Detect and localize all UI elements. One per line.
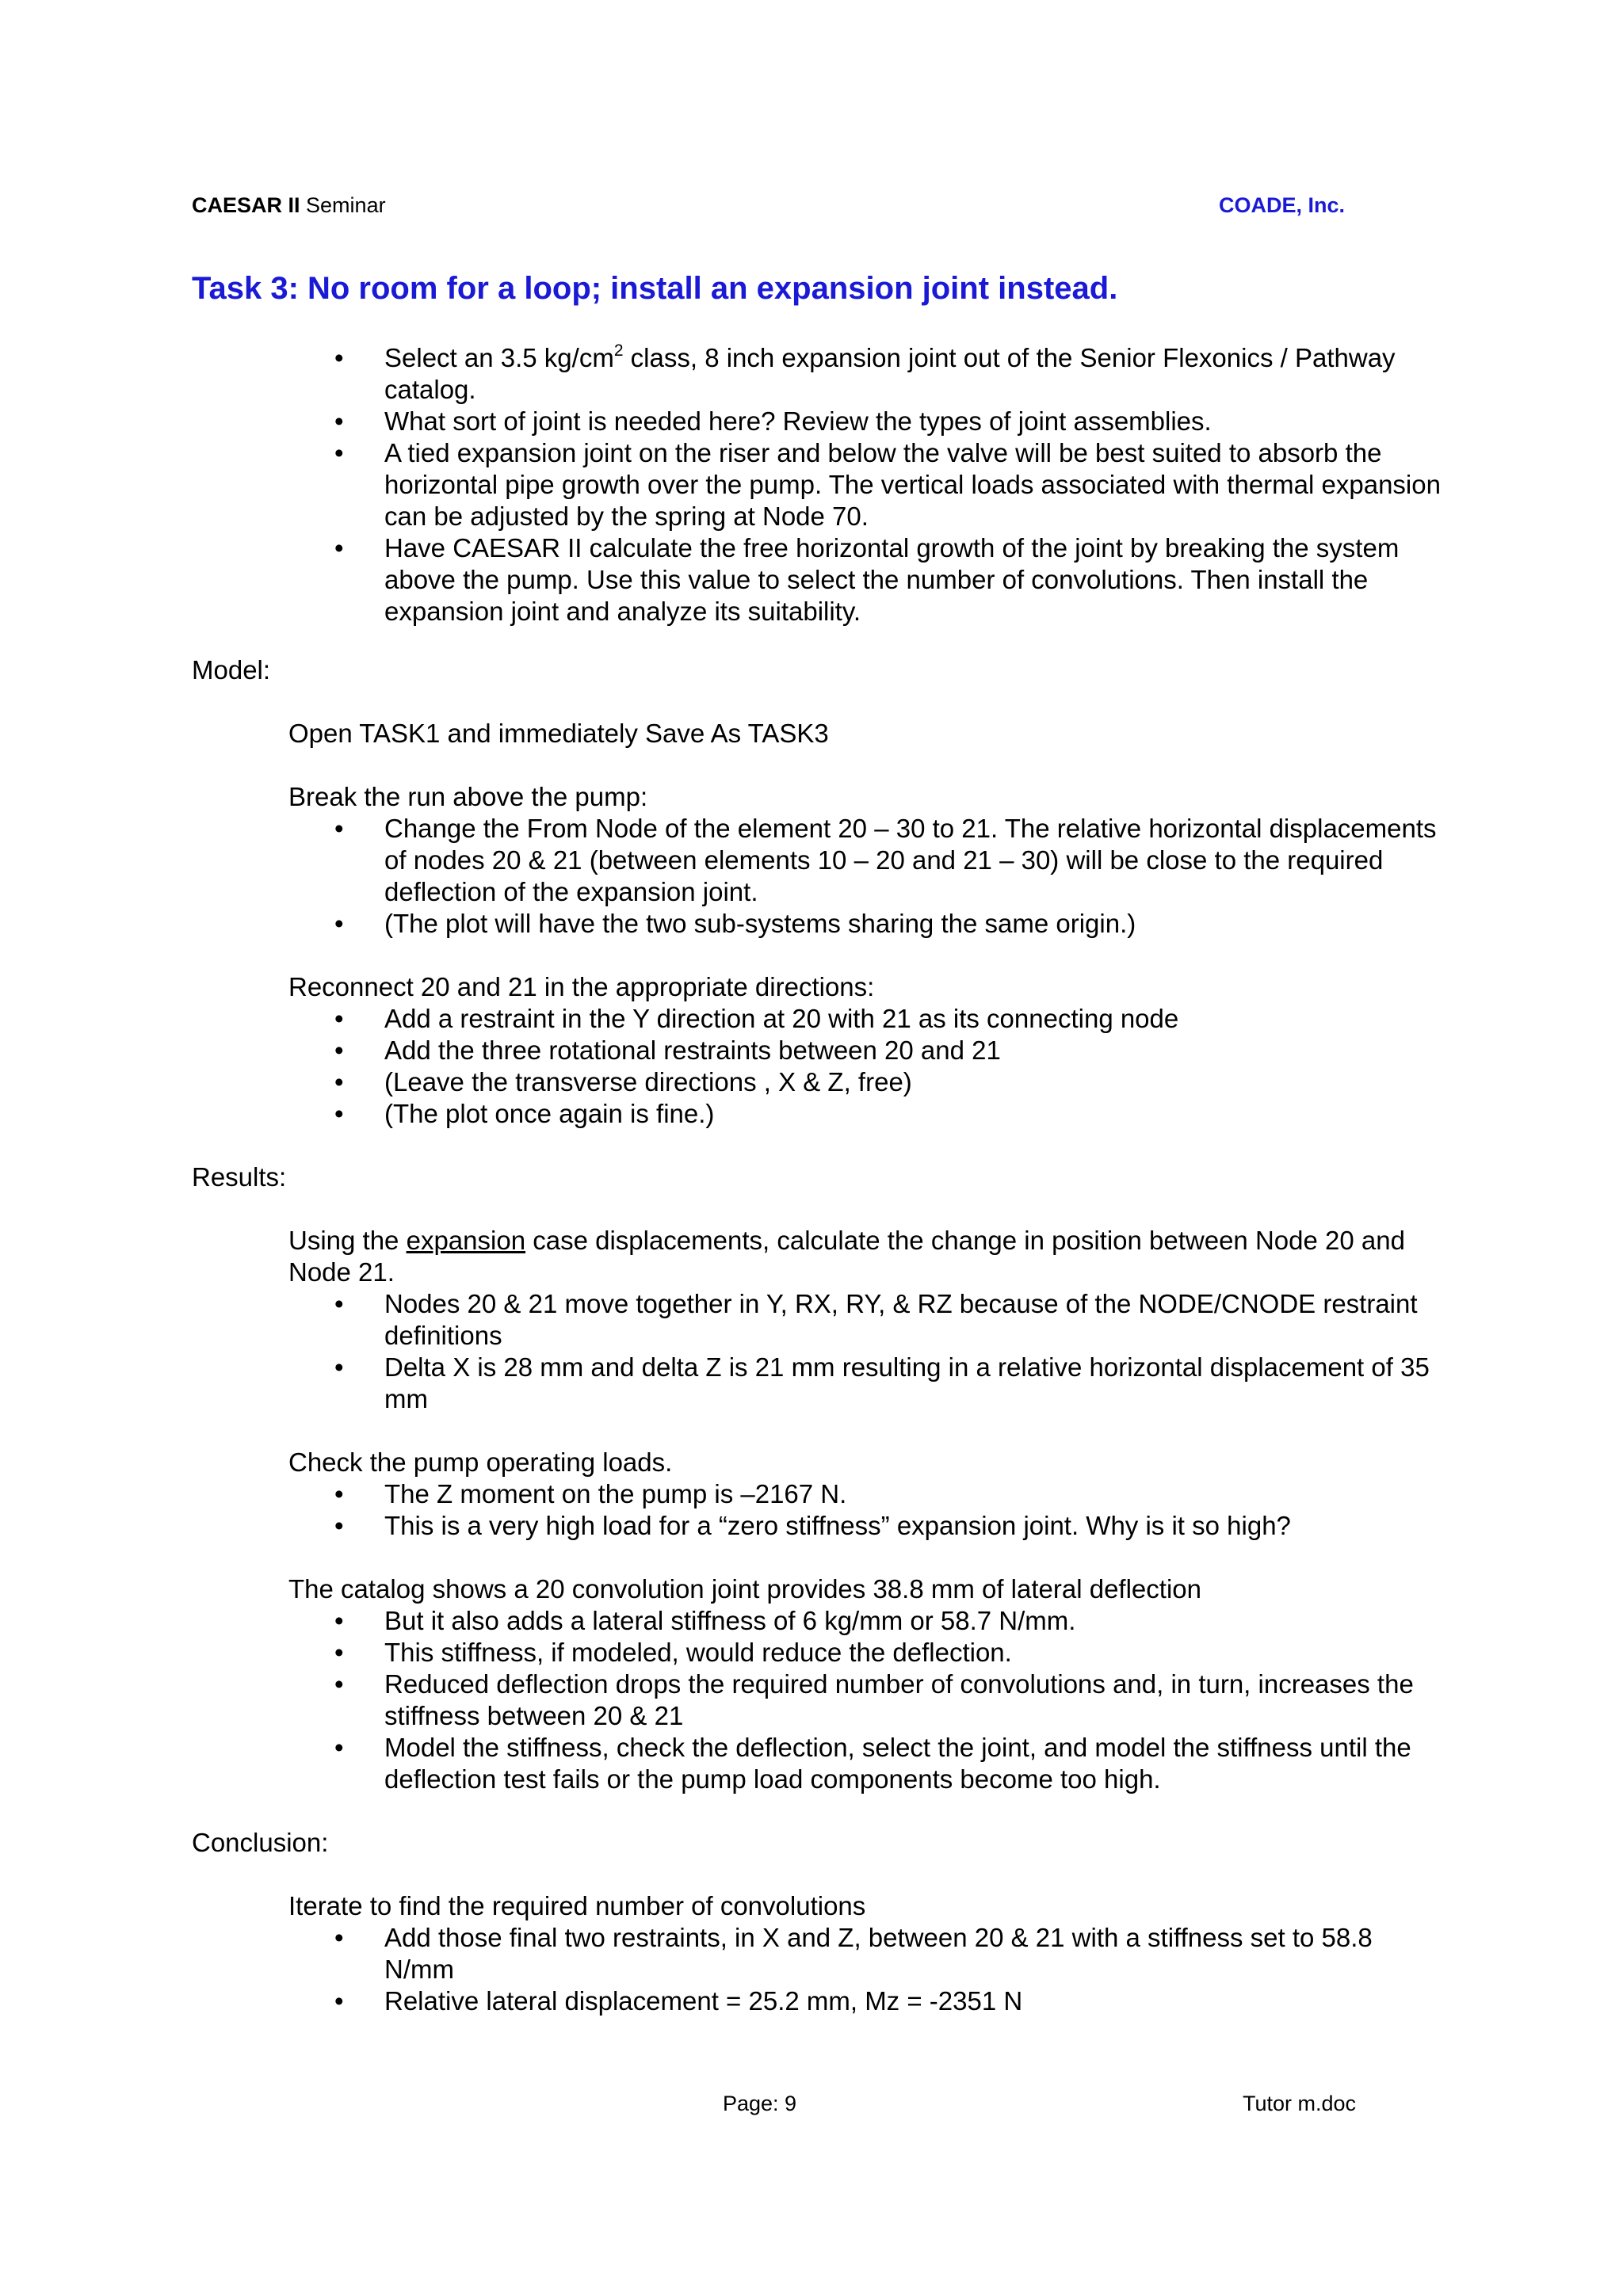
intro-bullet-1-post: class, 8 inch expansion joint out of the Senior Flexonics / Pathway catalog. xyxy=(384,343,1396,404)
results-catalog-intro: The catalog shows a 20 convolution joint provides 38.8 mm of lateral deflection xyxy=(288,1574,1201,1604)
model-break-block xyxy=(288,781,1445,940)
intro-bullet-1 xyxy=(334,342,1444,406)
model-label: Model: xyxy=(192,655,271,685)
results-label: Results: xyxy=(192,1162,287,1192)
results-using-underlined: expansion xyxy=(406,1226,526,1255)
results-using-bullet-1: • Nodes 20 & 21 move together in Y, RX, RY, & RZ because of the NODE/CNODE restraint definitions xyxy=(334,1288,1445,1352)
intro-bullet-2: • What sort of joint is needed here? Review the types of joint assemblies. xyxy=(334,406,1444,437)
results-using-bullet-2: • Delta X is 28 mm and delta Z is 21 mm resulting in a relative horizontal displacement of 35 mm xyxy=(334,1352,1445,1415)
header-left xyxy=(192,193,386,218)
model-reconnect-bullet-2: • Add the three rotational restraints between 20 and 21 xyxy=(334,1035,1445,1066)
intro-bullet-1-pre: Select an 3.5 kg/cm xyxy=(384,343,614,372)
model-break-intro: Break the run above the pump: xyxy=(288,782,648,811)
task-title: Task 3: No room for a loop; install an expansion joint instead. xyxy=(192,271,1118,306)
model-break-bullet-1: • Change the From Node of the element 20 – 30 to 21. The relative horizontal displacements of nodes 20 & 21 (between elements 10 – 20 and 21 – 30) will be close to the required deflection of the expansion joint. xyxy=(334,813,1445,908)
results-check-intro: Check the pump operating loads. xyxy=(288,1447,673,1477)
footer-page-number: Page: 9 xyxy=(723,2092,797,2115)
conclusion-iterate-bullet-1: • Add those final two restraints, in X and Z, between 20 & 21 with a stiffness set to 58.8 N/mm xyxy=(334,1922,1445,1985)
conclusion-label: Conclusion: xyxy=(192,1828,329,1857)
results-catalog-bullet-2: • This stiffness, if modeled, would reduce the deflection. xyxy=(334,1637,1445,1669)
results-check-bullet-2: • This is a very high load for a “zero stiffness” expansion joint. Why is it so high? xyxy=(334,1510,1445,1542)
results-using-block xyxy=(288,1225,1445,1415)
model-reconnect-block xyxy=(288,971,1445,1130)
intro-bullet-1-sup: 2 xyxy=(613,341,624,360)
header-product: CAESAR II xyxy=(192,193,300,217)
results-catalog-bullet-3: • Reduced deflection drops the required number of convolutions and, in turn, increases the stiffness between 20 & 21 xyxy=(334,1669,1445,1732)
results-catalog-bullet-4: • Model the stiffness, check the deflection, select the joint, and model the stiffness until the deflection test fails or the pump load components become too high. xyxy=(334,1732,1445,1795)
results-using-intro xyxy=(288,1225,1445,1288)
intro-bullet-3: • A tied expansion joint on the riser and below the valve will be best suited to absorb the horizontal pipe growth over the pump. The vertical loads associated with thermal expansion can be adjusted by the spring at Node 70. xyxy=(334,437,1444,532)
model-open-block xyxy=(288,718,1445,749)
conclusion-iterate-intro: Iterate to find the required number of convolutions xyxy=(288,1891,866,1920)
model-break-bullet-2: • (The plot will have the two sub-systems sharing the same origin.) xyxy=(334,908,1445,940)
conclusion-iterate-bullet-2: • Relative lateral displacement = 25.2 mm, Mz = -2351 N xyxy=(334,1985,1445,2017)
results-catalog-block xyxy=(288,1573,1445,1795)
results-check-block xyxy=(288,1447,1445,1542)
intro-list xyxy=(334,342,1444,627)
model-open-line: Open TASK1 and immediately Save As TASK3 xyxy=(288,719,829,748)
intro-bullet-4: • Have CAESAR II calculate the free horizontal growth of the joint by breaking the system above the pump. Use this value to select the number of convolutions. Then install the expansion joint and analyze its suitability. xyxy=(334,532,1444,627)
header-company: COADE, Inc. xyxy=(1219,193,1346,217)
results-check-bullet-1: • The Z moment on the pump is –2167 N. xyxy=(334,1478,1445,1510)
header-seminar: Seminar xyxy=(300,193,386,217)
conclusion-iterate-block xyxy=(288,1890,1445,2017)
model-reconnect-intro: Reconnect 20 and 21 in the appropriate directions: xyxy=(288,972,875,1001)
results-catalog-bullet-1: • But it also adds a lateral stiffness of 6 kg/mm or 58.7 N/mm. xyxy=(334,1605,1445,1637)
results-using-post: case displacements, calculate the change in position between Node 20 and Node 21. xyxy=(288,1226,1405,1287)
model-reconnect-bullet-1: • Add a restraint in the Y direction at 20 with 21 as its connecting node xyxy=(334,1003,1445,1035)
model-reconnect-bullet-4: • (The plot once again is fine.) xyxy=(334,1098,1445,1130)
results-using-pre: Using the xyxy=(288,1226,407,1255)
footer-filename: Tutor m.doc xyxy=(1243,2092,1357,2115)
model-reconnect-bullet-3: • (Leave the transverse directions , X & Z, free) xyxy=(334,1066,1445,1098)
